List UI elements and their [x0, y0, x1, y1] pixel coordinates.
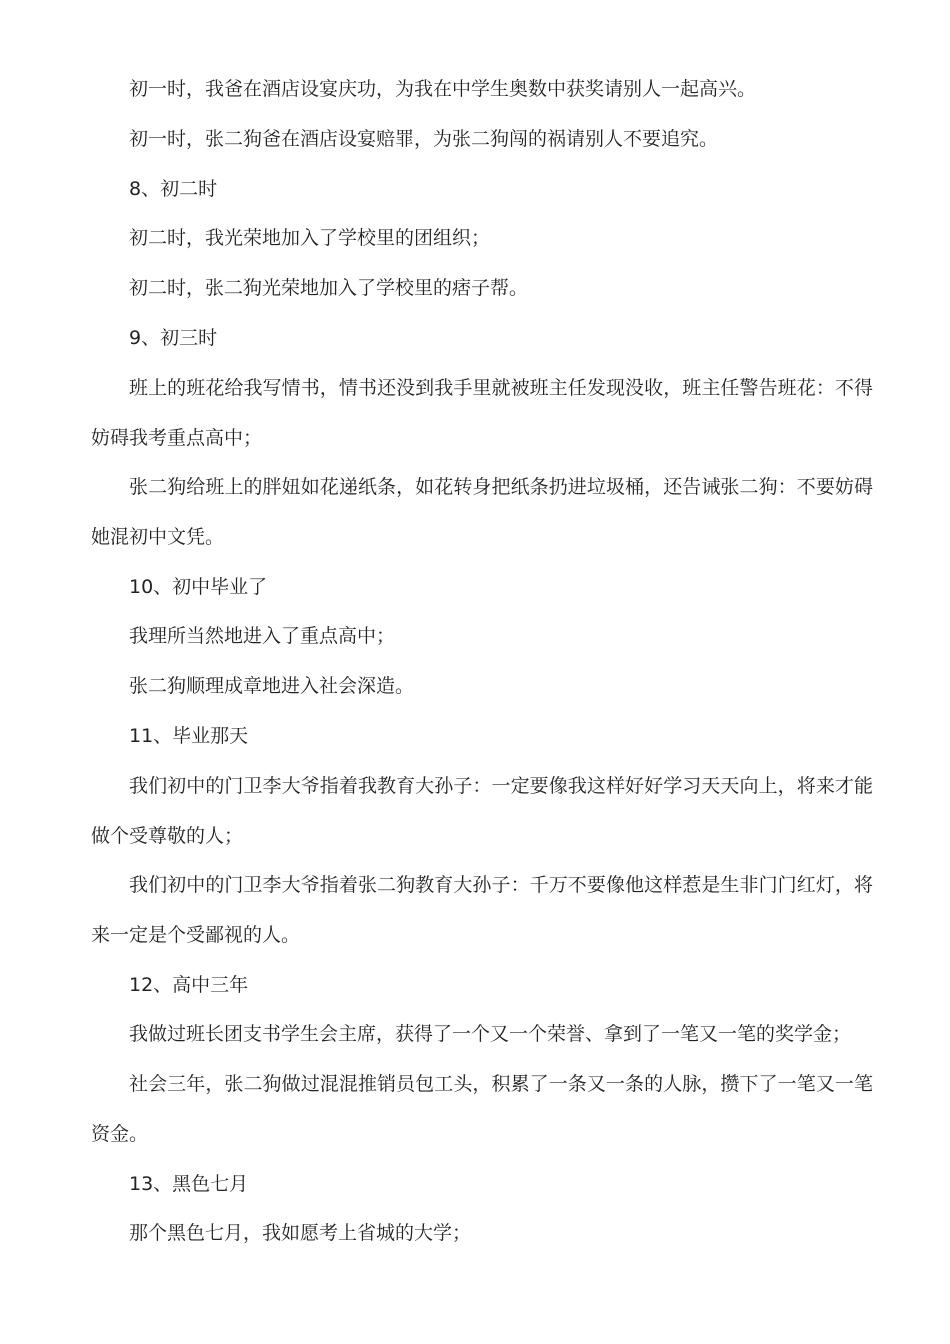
paragraph-5: 班上的班花给我写情书，情书还没到我手里就被班主任发现没收，班主任警告班花：不得妨碍我考重点高中； — [91, 377, 873, 449]
paragraph-11: 我做过班长团支书学生会主席，获得了一个又一个荣誉、拿到了一笔又一笔的奖学金； — [129, 1023, 852, 1045]
paragraph-2: 初一时，张二狗爸在酒店设宴赔罪，为张二狗闯的祸请别人不要追究。 — [129, 128, 719, 150]
paragraph-9: 我们初中的门卫李大爷指着我教育大孙子：一定要像我这样好好学习天天向上，将来才能做个受尊敬的人； — [91, 775, 873, 847]
paragraph-1: 初一时，我爸在酒店设宴庆功，为我在中学生奥数中获奖请别人一起高兴。 — [129, 78, 757, 100]
section-heading-9: 9、初三时 — [129, 327, 218, 349]
paragraph-8: 张二狗顺理成章地进入社会深造。 — [129, 675, 415, 697]
paragraph-10: 我们初中的门卫李大爷指着张二狗教育大孙子：千万不要像他这样惹是生非门门红灯，将来一定是个受鄙视的人。 — [91, 874, 873, 946]
paragraph-4: 初二时，张二狗光荣地加入了学校里的痞子帮。 — [129, 277, 529, 299]
section-heading-10: 10、初中毕业了 — [129, 576, 268, 598]
section-heading-13: 13、黑色七月 — [129, 1173, 249, 1195]
section-heading-8: 8、初二时 — [129, 178, 218, 200]
paragraph-3: 初二时，我光荣地加入了学校里的团组织； — [129, 227, 491, 249]
section-heading-11: 11、毕业那天 — [129, 725, 249, 747]
paragraph-12: 社会三年，张二狗做过混混推销员包工头，积累了一条又一条的人脉，攒下了一笔又一笔资金。 — [91, 1073, 873, 1145]
paragraph-7: 我理所当然地进入了重点高中； — [129, 625, 396, 647]
paragraph-13: 那个黑色七月，我如愿考上省城的大学； — [129, 1222, 472, 1244]
section-heading-12: 12、高中三年 — [129, 974, 249, 996]
paragraph-6: 张二狗给班上的胖妞如花递纸条，如花转身把纸条扔进垃圾桶，还告诫张二狗：不要妨碍她混初中文凭。 — [91, 476, 873, 548]
